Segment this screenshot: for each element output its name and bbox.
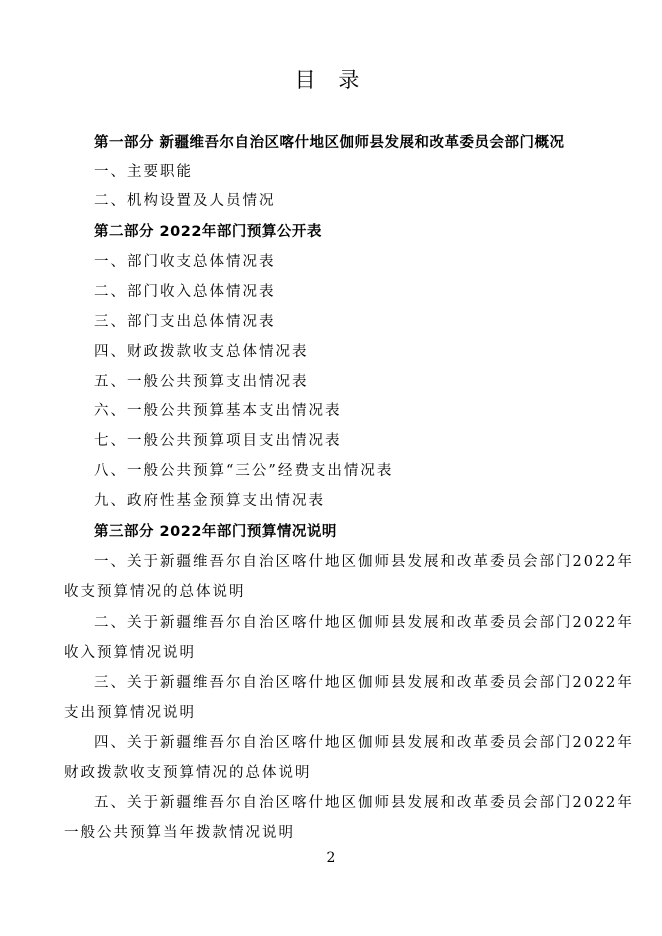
toc-item[interactable]: 一、关于新疆维吾尔自治区喀什地区伽师县发展和改革委员会部门2022年 bbox=[94, 554, 634, 570]
page-title: 目 录 bbox=[294, 68, 368, 92]
toc-item[interactable]: 一、部门收支总体情况表 bbox=[94, 254, 276, 270]
toc-item[interactable]: 九、政府性基金预算支出情况表 bbox=[94, 493, 325, 509]
toc-item[interactable]: 五、关于新疆维吾尔自治区喀什地区伽师县发展和改革委员会部门2022年 bbox=[94, 795, 634, 811]
part2-heading: 第二部分 2022年部门预算公开表 bbox=[94, 224, 322, 240]
toc-item-continuation[interactable]: 一般公共预算当年拨款情况说明 bbox=[64, 825, 295, 841]
toc-item[interactable]: 八、一般公共预算“三公”经费支出情况表 bbox=[94, 463, 394, 479]
page-number: 2 bbox=[326, 850, 336, 866]
part3-heading: 第三部分 2022年部门预算情况说明 bbox=[94, 524, 337, 540]
part1-heading: 第一部分 新疆维吾尔自治区喀什地区伽师县发展和改革委员会部门概况 bbox=[94, 135, 565, 151]
toc-item[interactable]: 二、机构设置及人员情况 bbox=[94, 193, 276, 209]
toc-item[interactable]: 三、部门支出总体情况表 bbox=[94, 314, 276, 330]
toc-item-continuation[interactable]: 财政拨款收支预算情况的总体说明 bbox=[64, 765, 312, 781]
toc-item[interactable]: 四、财政拨款收支总体情况表 bbox=[94, 344, 309, 360]
toc-item[interactable]: 六、一般公共预算基本支出情况表 bbox=[94, 403, 342, 419]
toc-item-continuation[interactable]: 支出预算情况说明 bbox=[64, 705, 196, 721]
toc-item[interactable]: 二、关于新疆维吾尔自治区喀什地区伽师县发展和改革委员会部门2022年 bbox=[94, 615, 634, 631]
toc-item[interactable]: 五、一般公共预算支出情况表 bbox=[94, 374, 309, 390]
toc-item-continuation[interactable]: 收支预算情况的总体说明 bbox=[64, 584, 246, 600]
toc-item[interactable]: 四、关于新疆维吾尔自治区喀什地区伽师县发展和改革委员会部门2022年 bbox=[94, 735, 634, 751]
toc-item[interactable]: 一、主要职能 bbox=[94, 164, 193, 180]
toc-item-continuation[interactable]: 收入预算情况说明 bbox=[64, 645, 196, 661]
toc-item[interactable]: 二、部门收入总体情况表 bbox=[94, 284, 276, 300]
toc-item[interactable]: 七、一般公共预算项目支出情况表 bbox=[94, 433, 342, 449]
toc-item[interactable]: 三、关于新疆维吾尔自治区喀什地区伽师县发展和改革委员会部门2022年 bbox=[94, 675, 634, 691]
